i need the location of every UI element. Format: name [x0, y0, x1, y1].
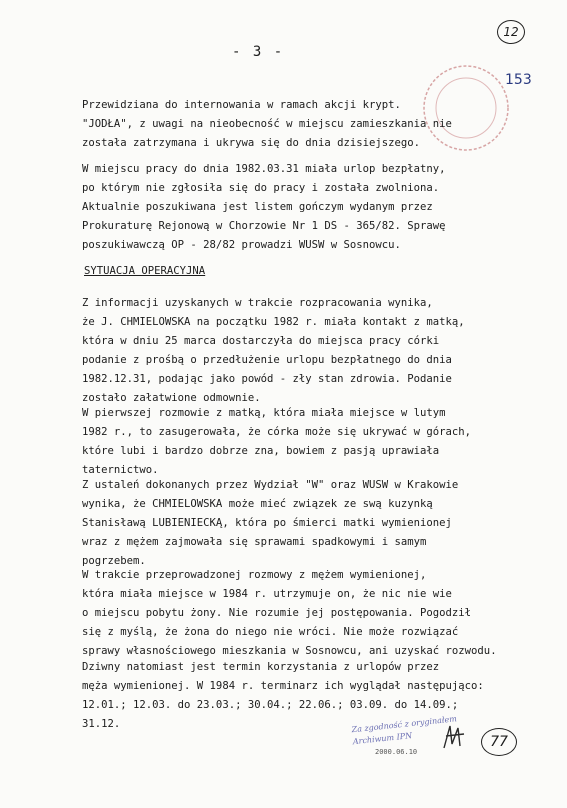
paragraph-1: Przewidziana do internowania w ramach akcji krypt. "JODŁA", z uwagi na nieobecność w miejscu zamieszkania nie została zatrzymana i ukrywa się do dnia dzisiejszego. — [82, 99, 452, 149]
handwritten-top-number — [497, 20, 525, 44]
page-number: - 3 - — [232, 44, 285, 60]
handwritten-top-number-text: 12 — [503, 25, 519, 39]
certification-stamp-line-2: Archiwum IPN — [352, 731, 413, 747]
paragraph-7: Dziwny natomiast jest termin korzystania z urlopów przez męża wymienionej. W 1984 r. terminarz ich wyglądał następująco: 12.01.; 12.03. do 23.03.; 30.04.; 22.06.; 03.09. do 14.09.; 31.12. — [82, 661, 484, 730]
section-heading: SYTUACJA OPERACYJNA — [84, 265, 206, 277]
paragraph-3: Z informacji uzyskanych w trakcie rozpracowania wynika, że J. CHMIELOWSKA na początku 1982 r. miała kontakt z matką, która w dniu 25 marca dostarczyła do miejsca pracy córki podanie z prośbą o przedłużenie urlopu bezpłatnego do dnia 1982.12.31, podając jako powód - zły stan zdrowia. Podanie zostało załatwione odmownie. — [82, 297, 465, 404]
paragraph-6: W trakcie przeprowadzonej rozmowy z mężem wymienionej, która miała miejsce w 1984 r. utrzymuje on, że nic nie wie o miejscu pobytu żony. Nie rozumie jej postępowania. Pogodził się z myślą, że żona do niego nie wróci. Nie może rozwiązać sprawy własnościowego mieszkania w Sosnowcu, ani uzyskać rozwodu. — [82, 569, 497, 657]
paragraph-5: Z ustaleń dokonanych przez Wydział "W" oraz WUSW w Krakowie wynika, że CHMIELOWSKA może mieć związek ze swą kuzynką Stanisławą LUBIENIECKĄ, która po śmierci matki wymienionej wraz z mężem zajmowała się sprawami spadkowymi i samym pogrzebem. — [82, 479, 459, 567]
handwritten-margin-number: 153 — [505, 72, 532, 88]
paragraph-2: W miejscu pracy do dnia 1982.03.31 miała urlop bezpłatny, po którym nie zgłosiła się do pracy i została zwolniona. Aktualnie poszukiwana jest listem gończym wydanym przez Prokuraturę Rejonową w Chorzowie Nr 1 DS - 365/82. Sprawę poszukiwawczą OP - 28/82 prowadzi WUSW w Sosnowcu. — [82, 163, 446, 251]
paragraph-4: W pierwszej rozmowie z matką, która miała miejsce w lutym 1982 r., to zasugerowała, że córka może się ukrywać w górach, które lubi i bardzo dobrze zna, bowiem z pasją uprawiała taternictwo. — [82, 407, 472, 476]
signature-scribble — [440, 722, 468, 752]
handwritten-bottom-number — [481, 728, 517, 756]
handwritten-bottom-number-text: 77 — [490, 734, 508, 750]
footer-note: 2000.06.10 — [375, 748, 418, 756]
certification-stamp-line-1: Za zgodność z oryginałem — [351, 714, 458, 735]
